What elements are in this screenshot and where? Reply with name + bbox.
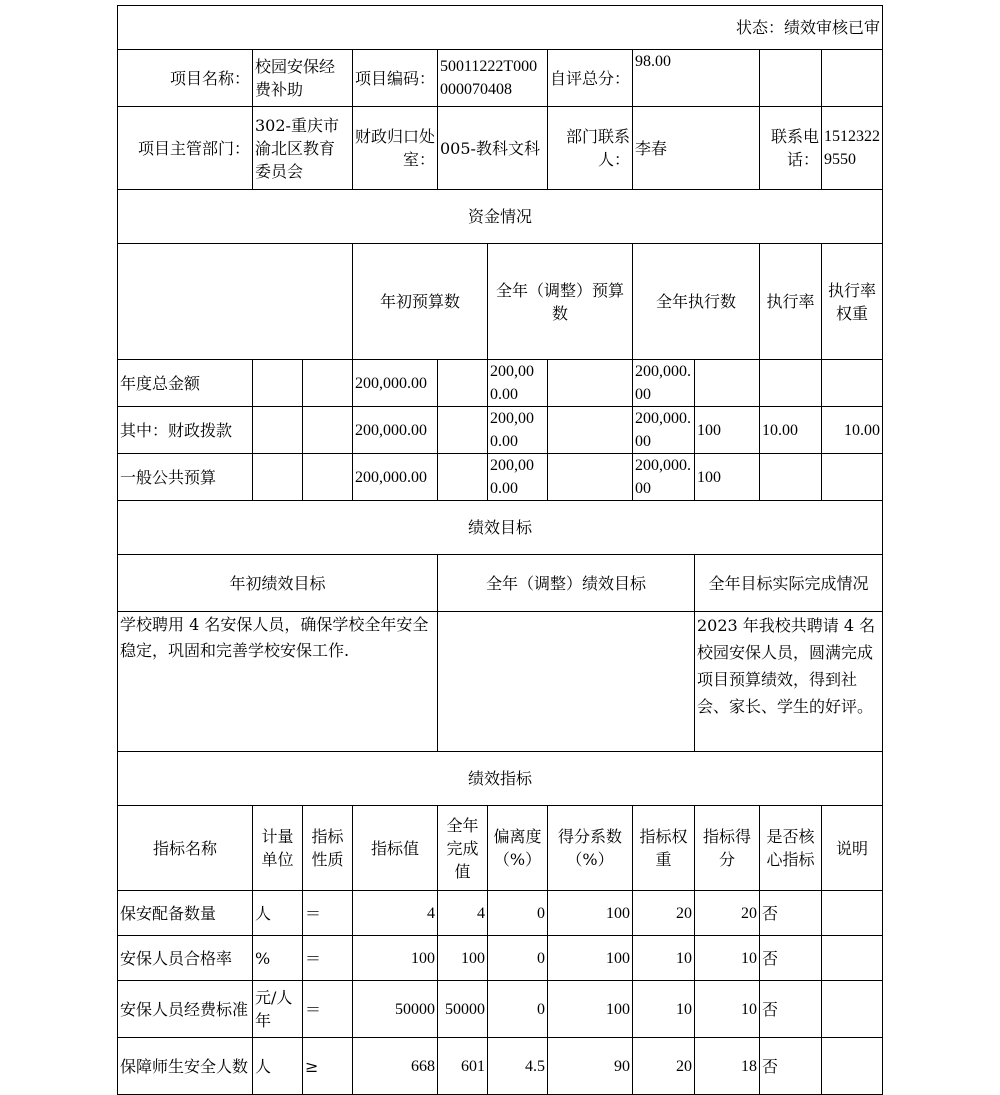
nature-header: 指标性质 (303, 806, 353, 891)
indicator-value: 100 (353, 936, 438, 981)
empty-cell (548, 407, 633, 454)
indicator-value: 668 (353, 1038, 438, 1095)
indicator-name: 安保人员合格率 (118, 936, 253, 981)
indicator-note (822, 891, 883, 936)
self-score-value: 98.00 (633, 50, 760, 107)
empty-cell (303, 454, 353, 501)
indicator-unit: 人 (253, 1038, 303, 1095)
indicator-row (118, 981, 883, 1038)
indicator-deviation: 0 (488, 936, 548, 981)
indicator-weight: 20 (633, 1038, 695, 1095)
indicators-section-title: 绩效指标 (118, 752, 883, 806)
funds-score-value (822, 360, 883, 407)
indicator-actual: 4 (438, 891, 488, 936)
indicator-name: 保障师生安全人数 (118, 1038, 253, 1095)
score-coef-header: 得分系数（%） (548, 806, 633, 891)
funds-row-label: 年度总金额 (118, 360, 253, 407)
initial-goal-header: 年初绩效目标 (118, 555, 438, 612)
indicator-row (118, 1038, 883, 1095)
goals-section-title: 绩效目标 (118, 501, 883, 555)
empty-cell (253, 454, 303, 501)
empty-cell (760, 50, 822, 107)
empty-cell (118, 244, 353, 360)
empty-cell (438, 454, 488, 501)
empty-cell (303, 360, 353, 407)
executed-header: 全年执行数 (633, 244, 760, 360)
funds-weight-value (760, 454, 822, 501)
indicator-nature: ≥ (303, 1038, 353, 1095)
funds-row-label: 一般公共预算 (118, 454, 253, 501)
funds-weight-value: 10.00 (760, 407, 822, 454)
empty-cell (822, 50, 883, 107)
indicator-value: 50000 (353, 981, 438, 1038)
funds-executed-value: 200,000.00 (633, 454, 695, 501)
funds-row (118, 360, 883, 407)
funds-section-title: 资金情况 (118, 190, 883, 244)
indicator-deviation: 4.5 (488, 1038, 548, 1095)
indicator-core: 否 (760, 891, 822, 936)
indicator-actual: 50000 (438, 981, 488, 1038)
indicator-coef: 100 (548, 891, 633, 936)
indicator-weight: 20 (633, 891, 695, 936)
funds-executed-value: 200,000.00 (633, 360, 695, 407)
funds-rate-value: 100 (695, 407, 760, 454)
indicator-coef: 100 (548, 936, 633, 981)
funds-initial-value: 200,000.00 (353, 360, 438, 407)
indicator-deviation: 0 (488, 981, 548, 1038)
actual-value-header: 全年完成值 (438, 806, 488, 891)
indicator-score: 20 (695, 891, 760, 936)
funds-rate-value: 100 (695, 454, 760, 501)
status-label: 状态：绩效审核已审 (118, 6, 883, 50)
indicator-note (822, 1038, 883, 1095)
indicator-weight: 10 (633, 936, 695, 981)
funds-executed-value: 200,000.00 (633, 407, 695, 454)
adjusted-goal-text (438, 612, 695, 752)
funds-adjusted-value: 200,000.00 (488, 454, 548, 501)
indicator-row (118, 891, 883, 936)
funds-score-value: 10.00 (822, 407, 883, 454)
contact-value: 李春 (633, 107, 760, 190)
indicator-name: 保安配备数量 (118, 891, 253, 936)
funds-adjusted-value: 200,000.00 (488, 360, 548, 407)
empty-cell (253, 360, 303, 407)
unit-header: 计量单位 (253, 806, 303, 891)
funds-adjusted-value: 200,000.00 (488, 407, 548, 454)
adjusted-budget-header: 全年（调整）预算数 (488, 244, 633, 360)
funds-initial-value: 200,000.00 (353, 454, 438, 501)
dept-value: 302-重庆市渝北区教育委员会 (253, 107, 353, 190)
contact-label: 部门联系人： (548, 107, 633, 190)
exec-weight-header: 执行率权重 (822, 244, 883, 360)
project-code-value: 50011222T000000070408 (438, 50, 548, 107)
phone-label: 联系电话： (760, 107, 822, 190)
indicator-unit: 人 (253, 891, 303, 936)
funds-row-label: 其中：财政拨款 (118, 407, 253, 454)
empty-cell (303, 407, 353, 454)
empty-cell (438, 360, 488, 407)
empty-cell (438, 407, 488, 454)
actual-completion-text: 2023 年我校共聘请 4 名校园安保人员，圆满完成项目预算绩效，得到社会、家长、学生的好评。 (695, 612, 883, 752)
indicator-weight-header: 指标权重 (633, 806, 695, 891)
indicator-weight: 10 (633, 981, 695, 1038)
funds-weight-value (760, 360, 822, 407)
empty-cell (253, 407, 303, 454)
self-score-label: 自评总分： (548, 50, 633, 107)
funds-row (118, 407, 883, 454)
indicator-core: 否 (760, 981, 822, 1038)
deviation-header: 偏离度（%） (488, 806, 548, 891)
project-name-value: 校园安保经费补助 (253, 50, 353, 107)
initial-goal-text: 学校聘用 4 名安保人员，确保学校全年安全稳定，巩固和完善学校安保工作. (118, 612, 438, 752)
note-header: 说明 (822, 806, 883, 891)
indicator-value-header: 指标值 (353, 806, 438, 891)
exec-rate-header: 执行率 (760, 244, 822, 360)
project-code-label: 项目编码： (353, 50, 438, 107)
funds-row (118, 454, 883, 501)
indicator-deviation: 0 (488, 891, 548, 936)
core-indicator-header: 是否核心指标 (760, 806, 822, 891)
indicator-coef: 100 (548, 981, 633, 1038)
indicator-row (118, 936, 883, 981)
indicator-score: 18 (695, 1038, 760, 1095)
indicator-actual: 601 (438, 1038, 488, 1095)
funds-initial-value: 200,000.00 (353, 407, 438, 454)
indicator-nature: ＝ (303, 936, 353, 981)
adjusted-goal-header: 全年（调整）绩效目标 (438, 555, 695, 612)
indicator-score-header: 指标得分 (695, 806, 760, 891)
indicator-name-header: 指标名称 (118, 806, 253, 891)
indicator-nature: ＝ (303, 891, 353, 936)
empty-cell (548, 360, 633, 407)
indicator-actual: 100 (438, 936, 488, 981)
indicator-note (822, 981, 883, 1038)
performance-evaluation-table (117, 5, 883, 1095)
empty-cell (548, 454, 633, 501)
actual-completion-header: 全年目标实际完成情况 (695, 555, 883, 612)
indicator-nature: ＝ (303, 981, 353, 1038)
indicator-score: 10 (695, 981, 760, 1038)
indicator-coef: 90 (548, 1038, 633, 1095)
indicator-core: 否 (760, 1038, 822, 1095)
indicator-unit: % (253, 936, 303, 981)
phone-value: 15123229550 (822, 107, 883, 190)
finance-office-label: 财政归口处室： (353, 107, 438, 190)
dept-label: 项目主管部门： (118, 107, 253, 190)
initial-budget-header: 年初预算数 (353, 244, 488, 360)
indicator-note (822, 936, 883, 981)
funds-score-value (822, 454, 883, 501)
project-name-label: 项目名称： (118, 50, 253, 107)
indicator-unit: 元/人年 (253, 981, 303, 1038)
finance-office-value: 005-教科文科 (438, 107, 548, 190)
indicator-score: 10 (695, 936, 760, 981)
funds-rate-value (695, 360, 760, 407)
indicator-core: 否 (760, 936, 822, 981)
indicator-value: 4 (353, 891, 438, 936)
indicator-name: 安保人员经费标准 (118, 981, 253, 1038)
